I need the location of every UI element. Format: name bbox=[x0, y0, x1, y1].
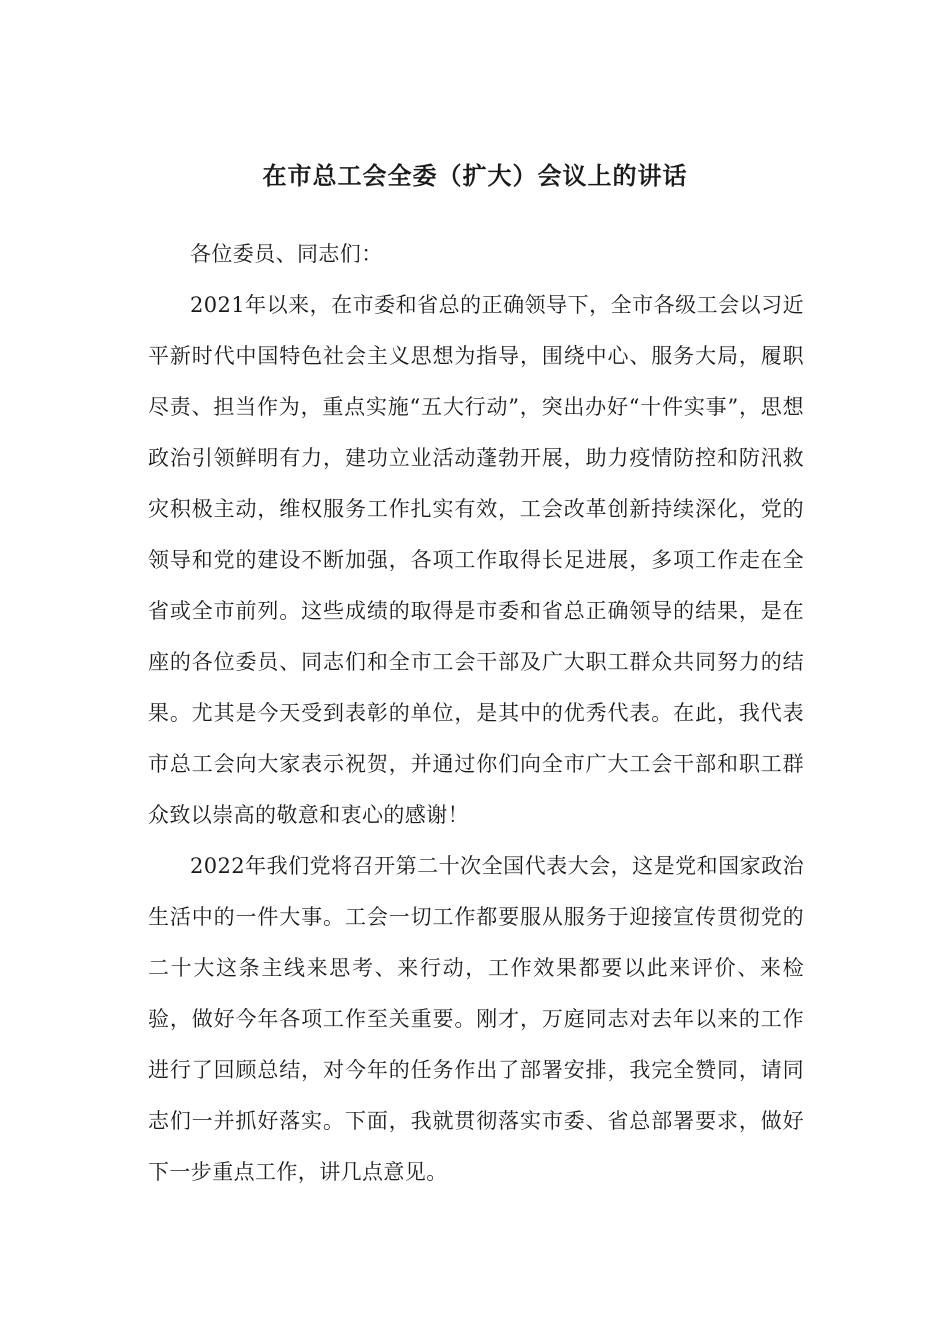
salutation: 各位委员、同志们： bbox=[190, 242, 383, 266]
paragraph: 2022年我们党将召开第二十次全国代表大会，这是党和国家政治生活中的一件大事。工会一切工作都要服从服务于迎接宣传贯彻党的二十大这条主线来思考、来行动，工作效果都要以此来评价、来检验，做好今年各项工作至关重要。刚才，万庭同志对去年以来的工作进行了回顾总结，对今年的任务作出了部署安排，我完全赞同，请同志们一并抓好落实。下面，我就贯彻落实市委、省总部署要求，做好下一步重点工作，讲几点意见。 bbox=[148, 854, 804, 1184]
paragraph: 2021年以来，在市委和省总的正确领导下，全市各级工会以习近平新时代中国特色社会主义思想为指导，围绕中心、服务大局，履职尽责、担当作为，重点实施“五大行动”，突出办好“十件实事”，思想政治引领鲜明有力，建功立业活动蓬勃开展，助力疫情防控和防汛救灾积极主动，维权服务工作扎实有效，工会改革创新持续深化，党的领导和党的建设不断加强，各项工作取得长足进展，多项工作走在全省或全市前列。这些成绩的取得是市委和省总正确领导的结果，是在座的各位委员、同志们和全市工会干部及广大职工群众共同努力的结果。尤其是今天受到表彰的单位，是其中的优秀代表。在此，我代表市总工会向大家表示祝贺，并通过你们向全市广大工会干部和职工群众致以崇高的敬意和衷心的感谢！ bbox=[148, 293, 804, 827]
document-title: 在市总工会全委（扩大）会议上的讲话 bbox=[262, 161, 688, 190]
document-body bbox=[148, 229, 804, 1198]
